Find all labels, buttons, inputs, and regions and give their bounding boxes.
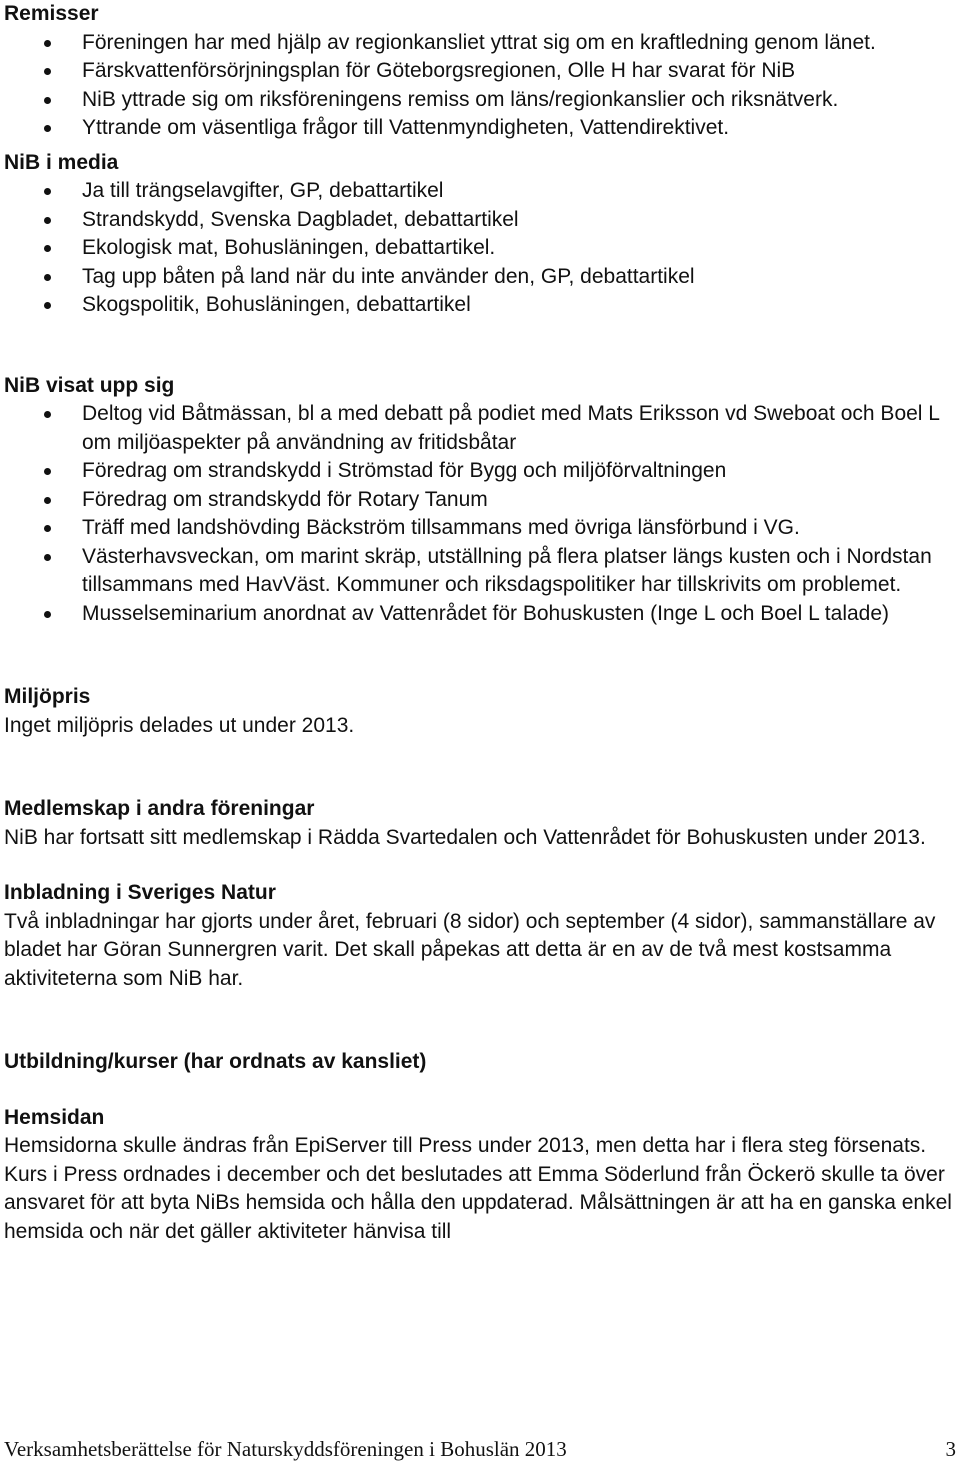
list-item: Skogspolitik, Bohusläningen, debattartikel <box>4 291 956 320</box>
utbildning-heading: Utbildning/kurser (har ordnats av kansliet) <box>4 1050 427 1073</box>
list-item: Färskvattenförsörjningsplan för Göteborgsregionen, Olle H har svarat för NiB <box>4 57 956 86</box>
medlemskap-heading: Medlemskap i andra föreningar <box>4 797 315 820</box>
spacer <box>4 1077 956 1104</box>
visat-heading: NiB visat upp sig <box>4 373 175 397</box>
medlemskap-text: NiB har fortsatt sitt medlemskap i Rädda Svartedalen och Vattenrådet för Bohuskusten under 2013. <box>4 825 926 849</box>
miljopris-text: Inget miljöpris delades ut under 2013. <box>4 713 355 737</box>
spacer <box>4 740 956 795</box>
list-item: Yttrande om väsentliga frågor till Vattenmyndigheten, Vattendirektivet. <box>4 114 956 143</box>
list-item: Föreningen har med hjälp av regionkansliet yttrat sig om en kraftledning genom länet. <box>4 29 956 58</box>
list-item: Musselseminarium anordnat av Vattenrådet för Bohuskusten (Inge L och Boel L talade) <box>4 600 956 629</box>
footer-title: Verksamhetsberättelse för Naturskyddsföreningen i Bohuslän 2013 <box>4 1437 567 1461</box>
list-item: NiB yttrade sig om riksföreningens remiss om läns/regionkanslier och riksnätverk. <box>4 86 956 115</box>
list-item: Västerhavsveckan, om marint skräp, utställning på flera platser längs kusten och i Nordstan tillsammans med HavVäst. Kommuner och riksdagspolitiker har tillskrivits om problemet. <box>4 543 956 600</box>
page-footer <box>4 1437 956 1461</box>
visat-list <box>4 400 956 628</box>
media-list <box>4 177 956 320</box>
spacer <box>4 628 956 683</box>
miljopris-heading: Miljöpris <box>4 685 91 708</box>
list-item: Tag upp båten på land när du inte använder den, GP, debattartikel <box>4 263 956 292</box>
hemsidan-text: Hemsidorna skulle ändras från EpiServer till Press under 2013, men detta har i flera steg försenats. Kurs i Press ordnades i december och det beslutades att Emma Söderlund från Öckerö skulle ta över ansvaret för att byta NiBs hemsida och hålla den uppdaterad. Målsättningen är att ha en ganska enkel hemsida och när det gäller aktiviteter hänvisa till <box>4 1134 952 1243</box>
list-item: Föredrag om strandskydd i Strömstad för Bygg och miljöförvaltningen <box>4 457 956 486</box>
list-item: Träff med landshövding Bäckström tillsammans med övriga länsförbund i VG. <box>4 514 956 543</box>
list-item: Föredrag om strandskydd för Rotary Tanum <box>4 486 956 515</box>
remisser-heading: Remisser <box>4 2 99 25</box>
spacer <box>4 852 956 879</box>
remisser-list <box>4 29 956 143</box>
page-number: 3 <box>945 1437 956 1461</box>
list-item: Deltog vid Båtmässan, bl a med debatt på podiet med Mats Eriksson vd Sweboat och Boel L om miljöaspekter på användning av fritidsbåtar <box>4 400 956 457</box>
hemsidan-heading: Hemsidan <box>4 1105 105 1129</box>
inbladning-heading: Inbladning i Sveriges Natur <box>4 881 276 904</box>
list-item: Ja till trängselavgifter, GP, debattartikel <box>4 177 956 206</box>
document-page <box>4 0 956 1246</box>
spacer <box>4 993 956 1048</box>
list-item: Strandskydd, Svenska Dagbladet, debattartikel <box>4 206 956 235</box>
list-item: Ekologisk mat, Bohusläningen, debattartikel. <box>4 234 956 263</box>
spacer <box>4 320 956 372</box>
media-heading: NiB i media <box>4 150 119 174</box>
inbladning-text: Två inbladningar har gjorts under året, februari (8 sidor) och september (4 sidor), sammanställare av bladet har Göran Sunnergren varit. Det skall påpekas att detta är en av de två mest kostsamma aktiviteterna som NiB har. <box>4 909 936 990</box>
